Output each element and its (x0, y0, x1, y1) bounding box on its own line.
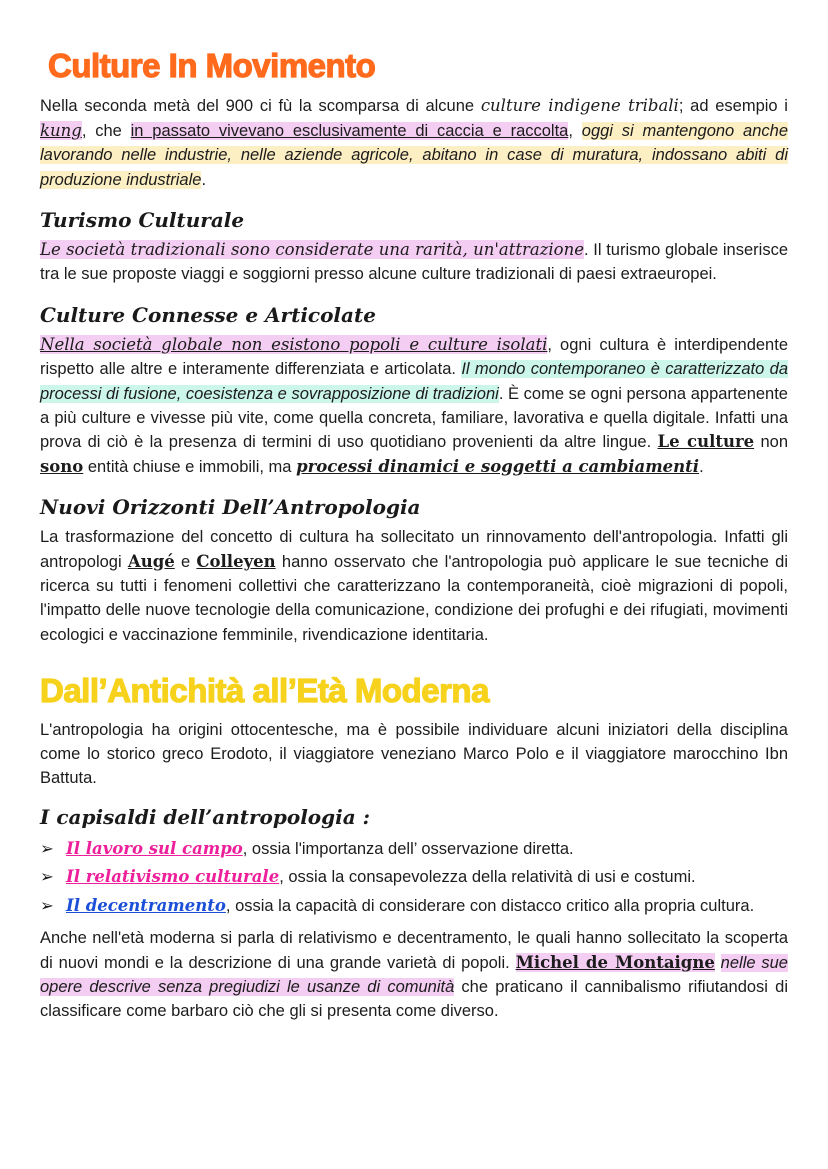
term-le-culture: Le culture (657, 432, 755, 452)
arrow-bullet-icon: ➢ (40, 838, 54, 858)
term-lavoro-sul-campo: Il lavoro sul campo (66, 838, 243, 858)
paragraph-eta-moderna: Anche nell'età moderna si parla di relativismo e decentramento, le quali hanno sollecitato la scoperta di nuovi mondi e la descrizione di una grande varietà di popoli. Michel de Montaigne nelle sue opere descrive senza pregiudizi le usanze di comunità che praticano il cannibalismo rifiutandosi di classificare come barbaro ciò che gli si presenta come diverso. (40, 929, 788, 1021)
highlight-caccia-raccolta: in passato vivevano esclusivamente di caccia e raccolta (130, 121, 569, 140)
paragraph-antichita: L'antropologia ha origini ottocentesche, ma è possibile individuare alcuni iniziatori della disciplina come lo storico greco Erodoto, il viaggiatore veneziano Marco Polo e il viaggiatore marocchino Ibn Battuta. (40, 720, 788, 788)
paragraph-culture-in-movimento: Nella seconda metà del 900 ci fù la scomparsa di alcune culture indigene tribali; ad esempio i kung, che in passato vivevano esclusivamente di caccia e raccolta, oggi si mantengono anche lavorando nelle industrie, nelle aziende agricole, abitano in case di muratura, indossano abiti di produzione industriale. (40, 96, 789, 189)
heading-capisaldi: I capisaldi dell’antropologia : (40, 804, 371, 829)
highlight-societa-globale: Nella società globale non esistono popoli e culture isolati (40, 334, 548, 354)
list-item: ➢ Il decentramento, ossia la capacità di considerare con distacco critico alla propria cultura. (40, 892, 788, 921)
capisaldi-list (40, 835, 788, 921)
arrow-bullet-icon: ➢ (40, 867, 54, 887)
list-item: ➢ Il relativismo culturale, ossia la consapevolezza della relatività di usi e costumi. (40, 863, 788, 892)
term-relativismo-culturale: Il relativismo culturale (66, 867, 280, 887)
document-page (40, 48, 788, 1024)
heading-culture-connesse: Culture Connesse e Articolate (40, 302, 376, 327)
paragraph-nuovi-orizzonti: La trasformazione del concetto di cultura ha sollecitato un rinnovamento dell'antropologia. Infatti gli antropologi Augé e Colleyen hanno osservato che l'antropologia può applicare le sue tecniche di ricerca su tutti i fenomeni collettivi che caratterizzano la contemporaneità, cioè migrazioni di popoli, l'impatto delle nuove tecnologie della comunicazione, condizione dei profughi e dei rifugiati, movimenti ecologici e vaccinazione femminile, rivendicazione identitaria. (40, 528, 788, 644)
arrow-bullet-icon: ➢ (40, 895, 54, 915)
term-processi-dinamici: processi dinamici e soggetti a cambiamenti (296, 456, 700, 476)
paragraph-turismo: Le società tradizionali sono considerate una rarità, un'attrazione. Il turismo globale inserisce tra le sue proposte viaggi e soggiorni presso alcune culture tradizionali di paesi extraeuropei. (40, 239, 788, 284)
heading-nuovi-orizzonti: Nuovi Orizzonti Dell’Antropologia (40, 495, 421, 520)
term-auge: Augé (127, 551, 175, 571)
highlight-montaigne-opere: nelle sue opere descrive senza pregiudizi le usanze di comunità (40, 953, 788, 997)
term-sono: sono (40, 456, 84, 476)
section-title-antichita: Dall’Antichità all’Età Moderna (40, 672, 489, 710)
term-kung: kung (40, 120, 82, 140)
highlight-mondo-contemporaneo: Il mondo contemporaneo è caratterizzato da processi di fusione, coesistenza e sovrapposizione di tradizioni (40, 360, 788, 403)
list-item: ➢ Il lavoro sul campo, ossia l'importanza dell’ osservazione diretta. (40, 835, 788, 864)
highlight-societa-tradizionali: Le società tradizionali sono considerate una rarità, un'attrazione (40, 239, 584, 259)
heading-turismo-culturale: Turismo Culturale (40, 207, 245, 232)
highlight-oggi: oggi si mantengono anche lavorando nelle industrie, nelle aziende agricole, abitano in case di muratura, indossano abiti di produzione industriale (40, 121, 789, 189)
section-title-culture-in-movimento: Culture In Movimento (48, 47, 376, 84)
paragraph-culture-connesse: Nella società globale non esistono popoli e culture isolati, ogni cultura è interdipendente rispetto alle altre e interamente differenziata e articolata. Il mondo contemporaneo è caratterizzato da processi di fusione, coesistenza e sovrapposizione di tradizioni. È come se ogni persona appartenente a più culture e vivesse più vite, come quella concreta, familiare, lavorativa e quella digitale. Infatti una prova di ciò è la presenza di termini di uso quotidiano provenienti da altre lingue. Le culture non sono entità chiuse e immobili, ma processi dinamici e soggetti a cambiamenti. (40, 334, 788, 476)
term-culture-indigene: culture indigene tribali (480, 96, 679, 116)
term-decentramento: Il decentramento (66, 895, 226, 915)
term-michel-de-montaigne: Michel de Montaigne (515, 952, 715, 972)
term-colleyen: Colleyen (196, 551, 276, 571)
